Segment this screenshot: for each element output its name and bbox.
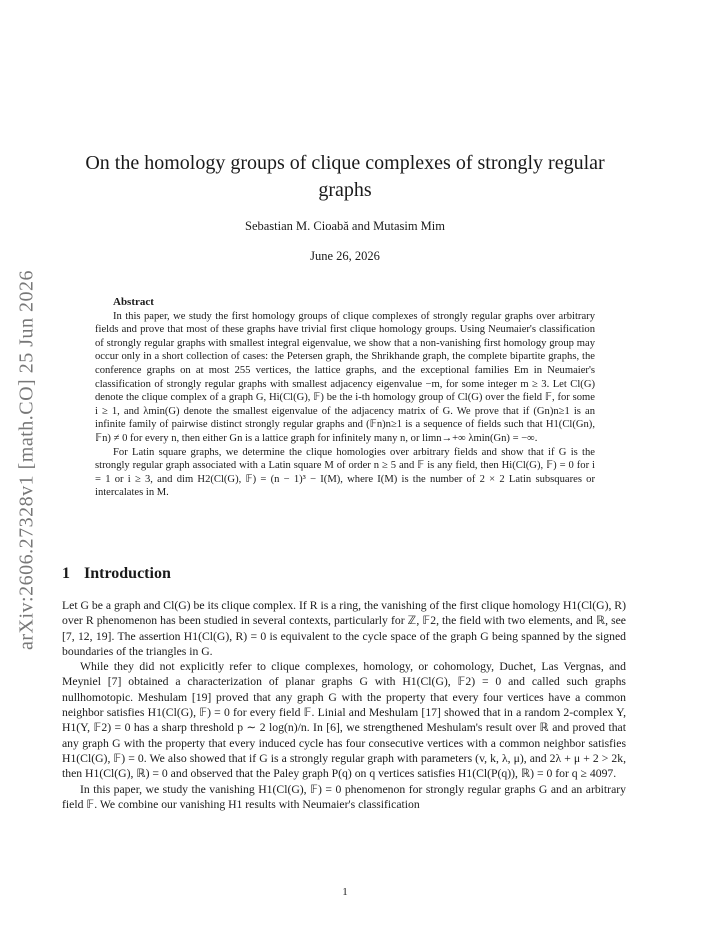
body-paragraph: Let G be a graph and Cl(G) be its clique complex. If R is a ring, the vanishing of the first clique homology H1(Cl(G), R) over R phenomenon has been studied in several contexts, particularly for ℤ, 𝔽2, the field with two elements, and ℝ, see [7, 12, 19]. The assertion H1(Cl(G), R) = 0 is equivalent to the cycle space of the graph G being spanned by the signed boundaries of the triangles in G. (62, 599, 626, 658)
arxiv-identifier-stamp (2, 250, 52, 670)
arxiv-identifier-text: arXiv:2606.27328v1 [math.CO] 25 Jun 2026 (15, 270, 38, 650)
body-paragraph: In this paper, we study the vanishing H1(Cl(G), 𝔽) = 0 phenomenon for strongly regular graphs G and an arbitrary field 𝔽. We combine our vanishing H1 results with Neumaier's classification (62, 782, 626, 811)
section-heading (62, 565, 171, 583)
section-number: 1 (62, 565, 70, 582)
introduction-body (62, 598, 626, 812)
paper-date: June 26, 2026 (310, 249, 380, 263)
abstract-heading: Abstract (113, 296, 154, 308)
abstract-paragraph: For Latin square graphs, we determine the clique homologies over arbitrary fields and show that if G is the strongly regular graph associated with a Latin square M of order n ≥ 5 and 𝔽 is any field, then Hi(Cl(G), 𝔽) = 0 for i = 1 or i ≥ 3, and dim H2(Cl(G), 𝔽) = (n − 1)³ − I(M), where I(M) is the number of 2 × 2 Latin subsquares or intercalates in M. (95, 446, 595, 499)
paper-title: On the homology groups of clique complexes of strongly regular graphs (85, 152, 605, 201)
paper-authors: Sebastian M. Cioabă and Mutasim Mim (245, 219, 445, 233)
abstract-paragraph: In this paper, we study the first homology groups of clique complexes of strongly regular graphs over arbitrary fields and prove that most of these graphs have trivial first clique homology groups. Using Neumaier's classification of strongly regular graphs with smallest integral eigenvalue, we show that a non-vanishing first homology group may occur only in a short collection of cases: the Petersen graph, the Shrikhande graph, the complete bipartite graphs, the conference graphs on at most 255 vertices, the lattice graphs, and the exceptional families Em in Neumaier's classification of strongly regular graphs with smallest adjacency eigenvalue −m, for some integer m ≥ 3. Let Cl(G) denote the clique complex of a graph G, Hi(Cl(G), 𝔽) be the i-th homology group of Cl(G) over the field 𝔽, for some i ≥ 1, and λmin(G) denote the smallest eigenvalue of the adjacency matrix of G. We prove that if (Gn)n≥1 is an infinite family of pairwise distinct strongly regular graphs and (𝔽n)n≥1 is a sequence of fields such that H1(Cl(Gn), 𝔽n) ≠ 0 for every n, then either Gn is a lattice graph for infinitely many n, or limn→+∞ λmin(Gn) = −∞. (95, 310, 595, 444)
page-number: 1 (342, 886, 348, 898)
section-title: Introduction (84, 565, 171, 582)
body-paragraph: While they did not explicitly refer to clique complexes, homology, or cohomology, Duchet, Las Vergnas, and Meyniel [7] obtained a characterization of planar graphs G with H1(Cl(G), 𝔽2) = 0 and called such graphs nullhomotopic. Meshulam [19] proved that any graph G with the property that every four vertices have a common neighbor satisfies H1(Cl(G), 𝔽) = 0 for every field 𝔽. Linial and Meshulam [17] showed that in a random 2-complex Y, H1(Y, 𝔽2) = 0 has a sharp threshold p ∼ 2 log(n)/n. In [6], we strengthened Meshulam's result over ℝ and proved that any graph G with the property that every induced cycle has four consecutive vertices with a common neighbor satisfies H1(Cl(G), 𝔽) = 0. We also showed that if G is a strongly regular graph with parameters (v, k, λ, μ), and 2λ + μ + 2 > 2k, then H1(Cl(G), ℝ) = 0 and observed that the Paley graph P(q) on q vertices satisfies H1(Cl(P(q)), ℝ) = 0 for q ≥ 4097. (62, 660, 626, 781)
abstract-block (95, 296, 595, 500)
